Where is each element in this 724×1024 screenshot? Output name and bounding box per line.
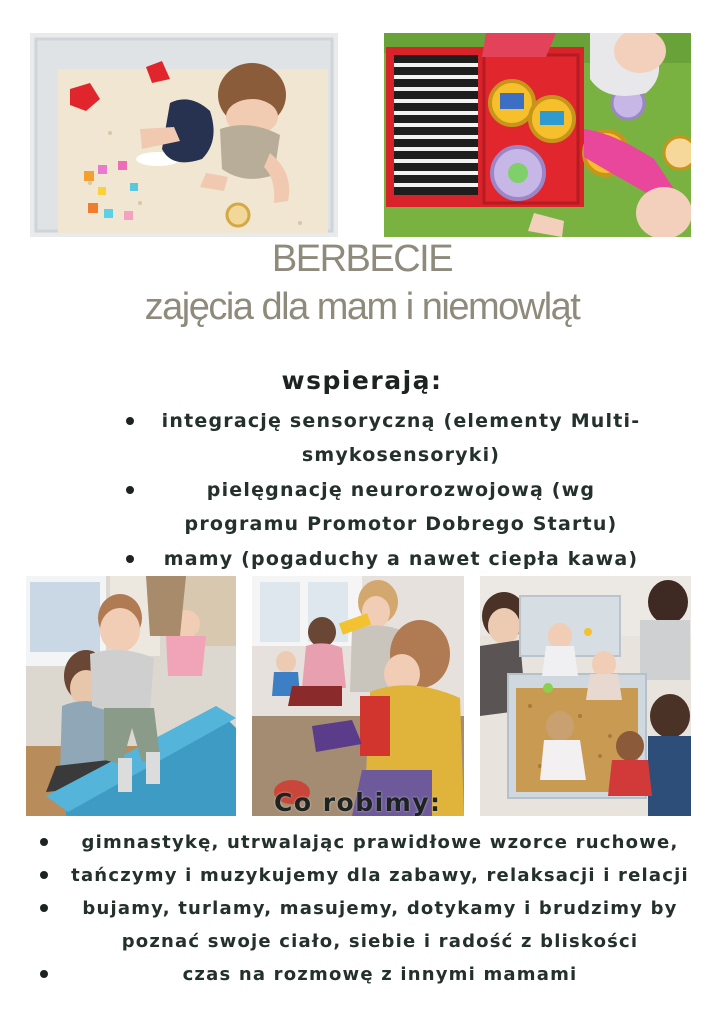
list-item: mamy (pogaduchy a nawet ciepła kawa) — [126, 542, 656, 576]
photo-baby-gym-mat — [26, 576, 236, 816]
list-item: bujamy, turlamy, masujemy, dotykamy i brudzimy by poznać swoje ciało, siebie i radość z bliskości — [40, 892, 700, 958]
list-item: gimnastykę, utrwalając prawidłowe wzorce ruchowe, — [40, 826, 700, 859]
list-item: pielęgnację neurorozwojową (wg programu Promotor Dobrego Startu) — [126, 473, 656, 541]
activities-list — [40, 826, 700, 991]
supports-list — [126, 404, 656, 577]
page-subtitle: zajęcia dla mam i niemowląt — [144, 286, 580, 328]
photo-baby-sensory-tub — [30, 33, 338, 237]
photo-tambourines-case — [384, 33, 691, 237]
supports-heading: wspierają: — [281, 366, 443, 395]
list-item: tańczymy i muzykujemy dla zabawy, relaksacji i relacji — [40, 859, 700, 892]
photo-babies-sand-play — [480, 576, 691, 816]
photo-mothers-and-babies — [252, 576, 464, 816]
activities-heading: Co robimy: — [274, 788, 442, 817]
list-item: integrację sensoryczną (elementy Multi-smykosensoryki) — [126, 404, 656, 472]
list-item: czas na rozmowę z innymi mamami — [40, 958, 700, 991]
page-title: BERBECIE — [271, 238, 453, 280]
